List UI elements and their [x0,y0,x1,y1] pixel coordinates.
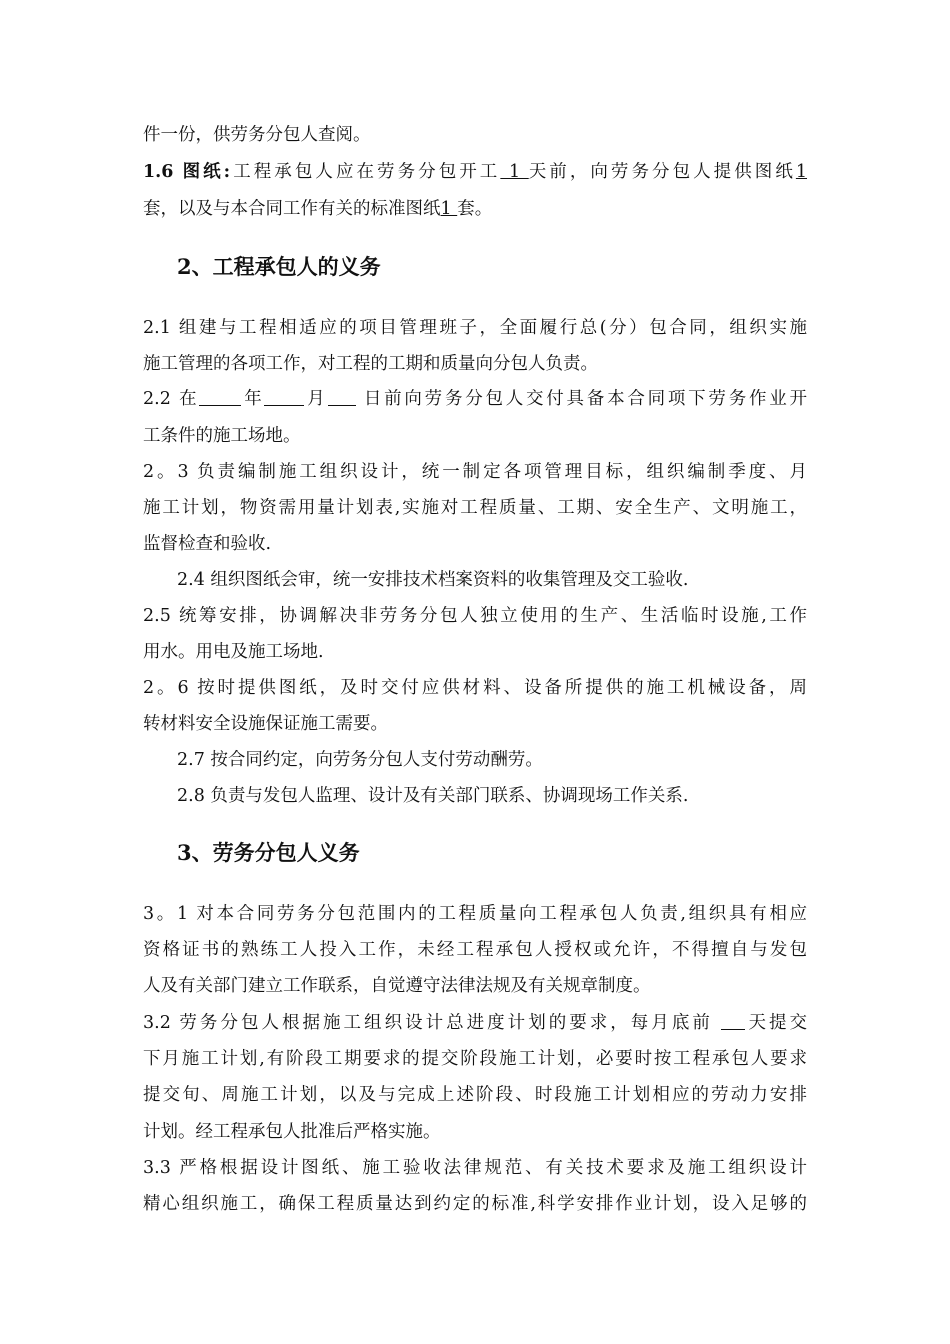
paragraph-3-2-line-1: 3.2 劳务分包人根据施工组织设计总进度计划的要求，每月底前 天提交 [143,1013,807,1033]
day-blank [328,388,356,406]
year-blank [199,388,241,406]
paragraph-3-3-line-1: 3.3 严格根据设计图纸、施工验收法律规范、有关技术要求及施工组织设计 [143,1158,807,1178]
paragraph-2-7: 2.7 按合同约定，向劳务分包人支付劳动酬劳。 [177,750,543,770]
paragraph-3-2-line-2: 下月施工计划,有阶段工期要求的提交阶段施工计划，必要时按工程承包人要求 [143,1049,807,1069]
section-1-6-line-1: 1.6 图纸:工程承包人应在劳务分包开工 1 天前，向劳务分包人提供图纸1 [143,162,808,182]
paragraph-3-1-line-3: 人及有关部门建立工作联系，自觉遵守法律法规及有关规章制度。 [143,976,651,996]
days-value: 1 [500,162,529,182]
paragraph-2-5-line-2: 用水。用电及施工场地. [143,642,324,662]
section-heading-2: 2、工程承包人的义务 [177,254,381,279]
paragraph-2-6-line-2: 转材料安全设施保证施工需要。 [143,714,388,734]
paragraph-2-8: 2.8 负责与发包人监理、设计及有关部门联系、协调现场工作关系. [177,786,689,806]
paragraph-2-3-line-3: 监督检查和验收. [143,534,272,554]
paragraph-3-3-line-2: 精心组织施工，确保工程质量达到约定的标准,科学安排作业计划，设入足够的 [143,1194,807,1214]
paragraph-3-1-line-1: 3。1 对本合同劳务分包范围内的工程质量向工程承包人负责,组织具有相应 [143,904,807,924]
section-heading-3: 3、劳务分包人义务 [177,840,360,865]
paragraph-2-6-line-1: 2。6 按时提供图纸，及时交付应供材料、设备所提供的施工机械设备，周 [143,678,807,698]
paragraph-2-3-line-2: 施工计划，物资需用量计划表,实施对工程质量、工期、安全生产、文明施工， [143,498,807,518]
month-blank [264,388,304,406]
paragraph-2-1-line-1: 2.1 组建与工程相适应的项目管理班子，全面履行总(分）包合同，组织实施 [143,318,807,338]
paragraph-2-1-line-2: 施工管理的各项工作，对工程的工期和质量向分包人负责。 [143,354,598,374]
section-1-6-label: 1.6 图纸: [143,162,231,182]
days-blank [721,1012,745,1030]
paragraph-2-2-line-1: 2.2 在 年 月 日前向劳务分包人交付具备本合同项下劳务作业开 [143,389,808,409]
section-1-6-line-2: 套，以及与本合同工作有关的标准图纸1 套。 [143,199,493,219]
paragraph-3-1-line-2: 资格证书的熟练工人投入工作，未经工程承包人授权或允许，不得擅自与发包 [143,940,807,960]
paragraph-3-2-line-3: 提交旬、周施工计划，以及与完成上述阶段、时段施工计划相应的劳动力安排 [143,1085,807,1105]
paragraph-3-2-line-4: 计划。经工程承包人批准后严格实施。 [143,1122,441,1142]
paragraph-2-5-line-1: 2.5 统筹安排，协调解决非劳务分包人独立使用的生产、生活临时设施,工作 [143,606,807,626]
paragraph-line: 件一份，供劳务分包人查阅。 [143,125,371,145]
paragraph-2-4: 2.4 组织图纸会审，统一安排技术档案资料的收集管理及交工验收. [177,570,689,590]
paragraph-2-3-line-1: 2。3 负责编制施工组织设计，统一制定各项管理目标，组织编制季度、月 [143,462,807,482]
paragraph-2-2-line-2: 工条件的施工场地。 [143,426,301,446]
standard-drawing-sets-value: 1 [440,199,458,219]
drawing-sets-value: 1 [795,162,808,182]
